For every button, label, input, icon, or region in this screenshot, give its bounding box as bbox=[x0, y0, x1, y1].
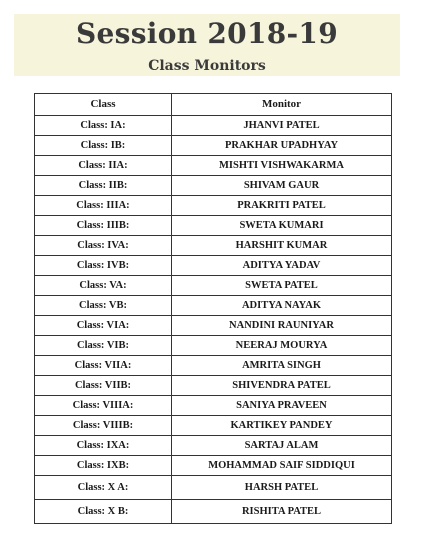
class-cell: Class: VIA: bbox=[35, 316, 172, 336]
table-row bbox=[35, 376, 392, 396]
class-cell: Class: IXB: bbox=[35, 456, 172, 476]
column-header-monitor: Monitor bbox=[172, 94, 392, 116]
table-row bbox=[35, 336, 392, 356]
monitor-cell: MISHTI VISHWAKARMA bbox=[172, 156, 392, 176]
table-row bbox=[35, 456, 392, 476]
class-cell: Class: IA: bbox=[35, 116, 172, 136]
monitor-cell: AMRITA SINGH bbox=[172, 356, 392, 376]
table-row bbox=[35, 316, 392, 336]
monitor-cell: SANIYA PRAVEEN bbox=[172, 396, 392, 416]
class-cell: Class: IIB: bbox=[35, 176, 172, 196]
table-body bbox=[35, 116, 392, 524]
class-cell: Class: VIIA: bbox=[35, 356, 172, 376]
column-header-class: Class bbox=[35, 94, 172, 116]
class-cell: Class: X B: bbox=[35, 500, 172, 524]
monitor-cell: SWETA PATEL bbox=[172, 276, 392, 296]
monitor-cell: SHIVAM GAUR bbox=[172, 176, 392, 196]
table-row bbox=[35, 276, 392, 296]
class-cell: Class: VIIB: bbox=[35, 376, 172, 396]
class-cell: Class: IB: bbox=[35, 136, 172, 156]
monitor-cell: RISHITA PATEL bbox=[172, 500, 392, 524]
class-cell: Class: X A: bbox=[35, 476, 172, 500]
table-row bbox=[35, 356, 392, 376]
class-monitors-table bbox=[34, 93, 392, 524]
class-cell: Class: IIIB: bbox=[35, 216, 172, 236]
monitor-cell: HARSH PATEL bbox=[172, 476, 392, 500]
class-cell: Class: VA: bbox=[35, 276, 172, 296]
class-cell: Class: IVA: bbox=[35, 236, 172, 256]
class-cell: Class: IXA: bbox=[35, 436, 172, 456]
table-header-row bbox=[35, 94, 392, 116]
class-cell: Class: VIB: bbox=[35, 336, 172, 356]
class-cell: Class: VB: bbox=[35, 296, 172, 316]
monitor-cell: PRAKRITI PATEL bbox=[172, 196, 392, 216]
monitor-cell: MOHAMMAD SAIF SIDDIQUI bbox=[172, 456, 392, 476]
table-row bbox=[35, 476, 392, 500]
table-row bbox=[35, 256, 392, 276]
monitor-cell: PRAKHAR UPADHYAY bbox=[172, 136, 392, 156]
monitor-cell: SARTAJ ALAM bbox=[172, 436, 392, 456]
table-row bbox=[35, 176, 392, 196]
header-band bbox=[14, 14, 400, 76]
class-cell: Class: IVB: bbox=[35, 256, 172, 276]
monitor-cell: ADITYA NAYAK bbox=[172, 296, 392, 316]
monitor-cell: SHIVENDRA PATEL bbox=[172, 376, 392, 396]
table-row bbox=[35, 500, 392, 524]
table-row bbox=[35, 196, 392, 216]
table-row bbox=[35, 416, 392, 436]
class-cell: Class: IIIA: bbox=[35, 196, 172, 216]
page-title: Session 2018-19 bbox=[76, 17, 338, 50]
monitor-cell: SWETA KUMARI bbox=[172, 216, 392, 236]
table-row bbox=[35, 136, 392, 156]
table-row bbox=[35, 156, 392, 176]
class-cell: Class: IIA: bbox=[35, 156, 172, 176]
page-subtitle: Class Monitors bbox=[148, 58, 266, 74]
table-row bbox=[35, 116, 392, 136]
table-row bbox=[35, 296, 392, 316]
monitor-cell: KARTIKEY PANDEY bbox=[172, 416, 392, 436]
class-cell: Class: VIIIA: bbox=[35, 396, 172, 416]
table-row bbox=[35, 236, 392, 256]
table-row bbox=[35, 436, 392, 456]
monitor-cell: NANDINI RAUNIYAR bbox=[172, 316, 392, 336]
monitor-cell: ADITYA YADAV bbox=[172, 256, 392, 276]
monitor-cell: HARSHIT KUMAR bbox=[172, 236, 392, 256]
monitor-cell: JHANVI PATEL bbox=[172, 116, 392, 136]
table-row bbox=[35, 216, 392, 236]
class-cell: Class: VIIIB: bbox=[35, 416, 172, 436]
monitor-cell: NEERAJ MOURYA bbox=[172, 336, 392, 356]
table-row bbox=[35, 396, 392, 416]
